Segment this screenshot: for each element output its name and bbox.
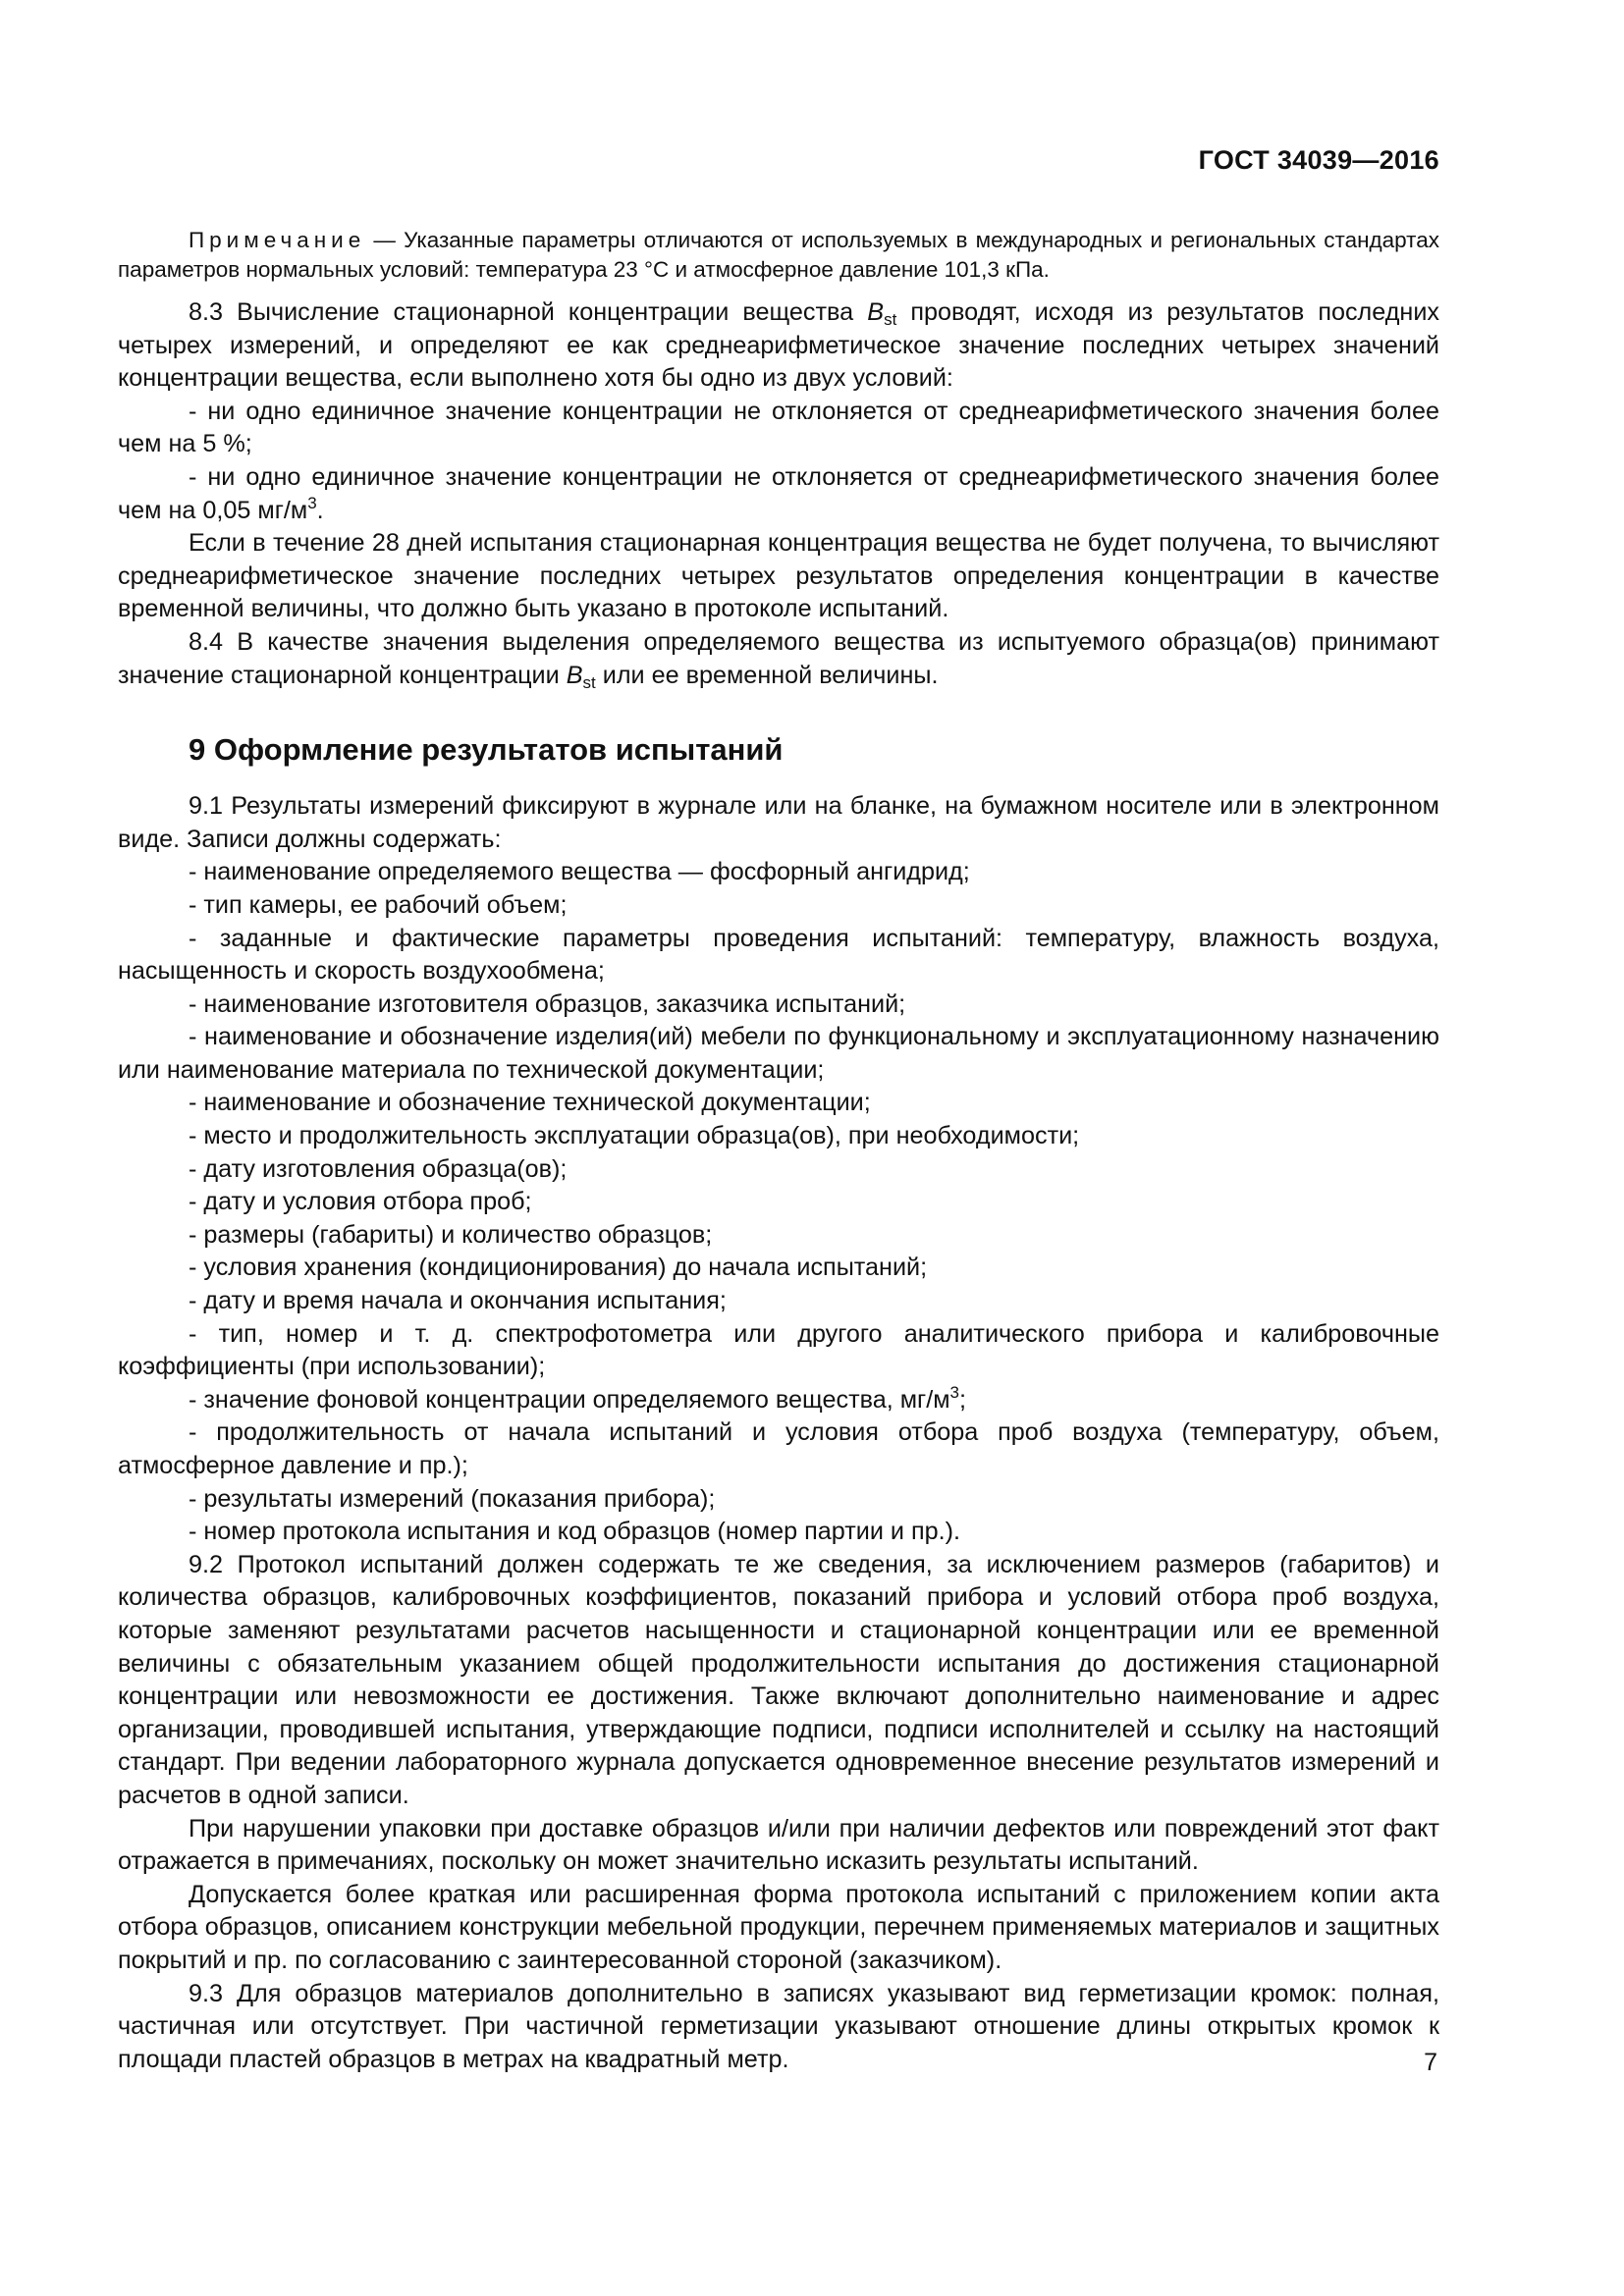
list-item: - дату изготовления образца(ов); — [189, 1154, 568, 1183]
list-item: - дату и условия отбора проб; — [189, 1188, 532, 1216]
paragraph-8-4-text-b: или ее временной величины. — [595, 661, 939, 689]
paragraph-8-3 — [118, 296, 1439, 396]
symbol-st: st — [884, 310, 897, 329]
paragraph-8-4-text-a: 8.4 В качестве значения выделения определяемого вещества из испытуемого образца(ов) принимают значение стационарной концентрации — [118, 627, 1439, 689]
paragraph-9-2-form: Допускается более краткая или расширенная форма протокола испытаний с приложением копии акта отбора образцов, описанием конструкции мебельной продукции, перечнем применяемых материалов и защитных покрытий и пр. по согласованию с заинтересованной стороной (заказчиком). — [118, 1880, 1439, 1974]
symbol-b: B — [566, 661, 583, 689]
list-item: - тип, номер и т. д. спектрофотометра или другого аналитического прибора и калибровочные коэффициенты (при использовании); — [118, 1319, 1439, 1381]
list-item: - наименование изготовителя образцов, заказчика испытаний; — [189, 989, 906, 1018]
list-item: - наименование и обозначение технической документации; — [189, 1089, 871, 1117]
paragraph-8-3-text-b: проводят, исходя из результатов последних четырех измерений, и определяют ее как среднеарифметическое значение последних четырех значений концентрации вещества, если выполнено хотя бы одно из двух условий: — [118, 298, 1439, 393]
list-item: - результаты измерений (показания прибора); — [189, 1484, 716, 1513]
condition-1: - ни одно единичное значение концентрации не отклоняется от среднеарифметического значения более чем на 5 %; — [118, 397, 1439, 458]
list-item: - продолжительность от начала испытаний и условия отбора проб воздуха (температуру, объем, атмосферное давление и пр.); — [118, 1418, 1439, 1479]
paragraph-9-2-packaging: При нарушении упаковки при доставке образцов и/или при наличии дефектов или повреждений этот факт отражается в примечаниях, поскольку он может значительно исказить результаты испытаний. — [118, 1814, 1439, 1876]
paragraph-8-4 — [118, 626, 1439, 692]
paragraph-8-3-text-a: 8.3 Вычисление стационарной концентрации вещества — [189, 298, 868, 326]
note-paragraph — [118, 226, 1439, 285]
list-item: - тип камеры, ее рабочий объем; — [189, 890, 568, 919]
page-number: 7 — [1424, 2049, 1437, 2076]
list-item: - условия хранения (кондиционирования) до начала испытаний; — [189, 1254, 928, 1282]
list-item: - место и продолжительность эксплуатации образца(ов), при необходимости; — [189, 1122, 1080, 1150]
list-item-text: - значение фоновой концентрации определяемого вещества, мг/м — [189, 1385, 950, 1414]
list-item: - дату и время начала и окончания испытания; — [189, 1287, 727, 1315]
paragraph-9-3: 9.3 Для образцов материалов дополнительно в записях указывают вид герметизации кромок: полная, частичная или отсутствует. При частичной герметизации указывают отношение длины открытых кромок к площади пластей образцов в метрах на квадратный метр. — [118, 1979, 1439, 2073]
list-item: - заданные и фактические параметры проведения испытаний: температуру, влажность воздуха, насыщенность и скорость воздухообмена; — [118, 924, 1439, 986]
note-text: — Указанные параметры отличаются от используемых в международных и региональных стандартах параметров нормальных условий: температура 23 °С и атмосферное давление 101,3 кПа. — [118, 228, 1439, 282]
paragraph-8-3-extra: Если в течение 28 дней испытания стационарная концентрация вещества не будет получена, то вычисляют среднеарифметическое значение последних четырех результатов определения концентрации в качестве временной величины, что должно быть указано в протоколе испытаний. — [118, 529, 1439, 623]
list-item: - номер протокола испытания и код образцов (номер партии и пр.). — [189, 1518, 961, 1546]
condition-2-superscript: 3 — [307, 493, 317, 512]
list-item: - наименование определяемого вещества — фосфорный ангидрид; — [189, 858, 970, 886]
condition-2-end: . — [316, 496, 324, 524]
symbol-b: B — [867, 298, 885, 326]
paragraph-9-1: 9.1 Результаты измерений фиксируют в журнале или на бланке, на бумажном носителе или в электронном виде. Записи должны содержать: — [118, 792, 1439, 853]
note-label: Примечание — [189, 228, 366, 252]
document-body — [118, 226, 1439, 2076]
condition-2 — [118, 461, 1439, 527]
paragraph-9-2: 9.2 Протокол испытаний должен содержать те же сведения, за исключением размеров (габаритов) и количества образцов, калибровочных коэффициентов, показаний прибора и условий отбора проб воздуха, которые заменяют результатами расчетов насыщенности и стационарной концентрации или ее временной величины с обязательным указанием общей продолжительности испытания до достижения стационарной концентрации или невозможности ее достижения. Также включают дополнительно наименование и адрес организации, проводившей испытания, утверждающие подписи, подписи исполнителей и ссылку на настоящий стандарт. При ведении лабораторного журнала допускается одновременное внесение результатов измерений и расчетов в одной записи. — [118, 1550, 1439, 1809]
list-item: - размеры (габариты) и количество образцов; — [189, 1220, 713, 1249]
section-9-heading: 9 Оформление результатов испытаний — [189, 732, 784, 768]
list-item-superscript: 3 — [949, 1382, 959, 1402]
list-item: - наименование и обозначение изделия(ий) мебели по функциональному и эксплуатационному назначению или наименование материала по технической документации; — [118, 1023, 1439, 1084]
document-code: ГОСТ 34039—2016 — [1198, 145, 1439, 175]
list-item-end: ; — [959, 1385, 966, 1414]
list-item — [118, 1384, 1439, 1417]
condition-2-text: - ни одно единичное значение концентрации не отклоняется от среднеарифметического значения более чем на 0,05 мг/м — [118, 462, 1439, 524]
symbol-st: st — [582, 672, 596, 692]
